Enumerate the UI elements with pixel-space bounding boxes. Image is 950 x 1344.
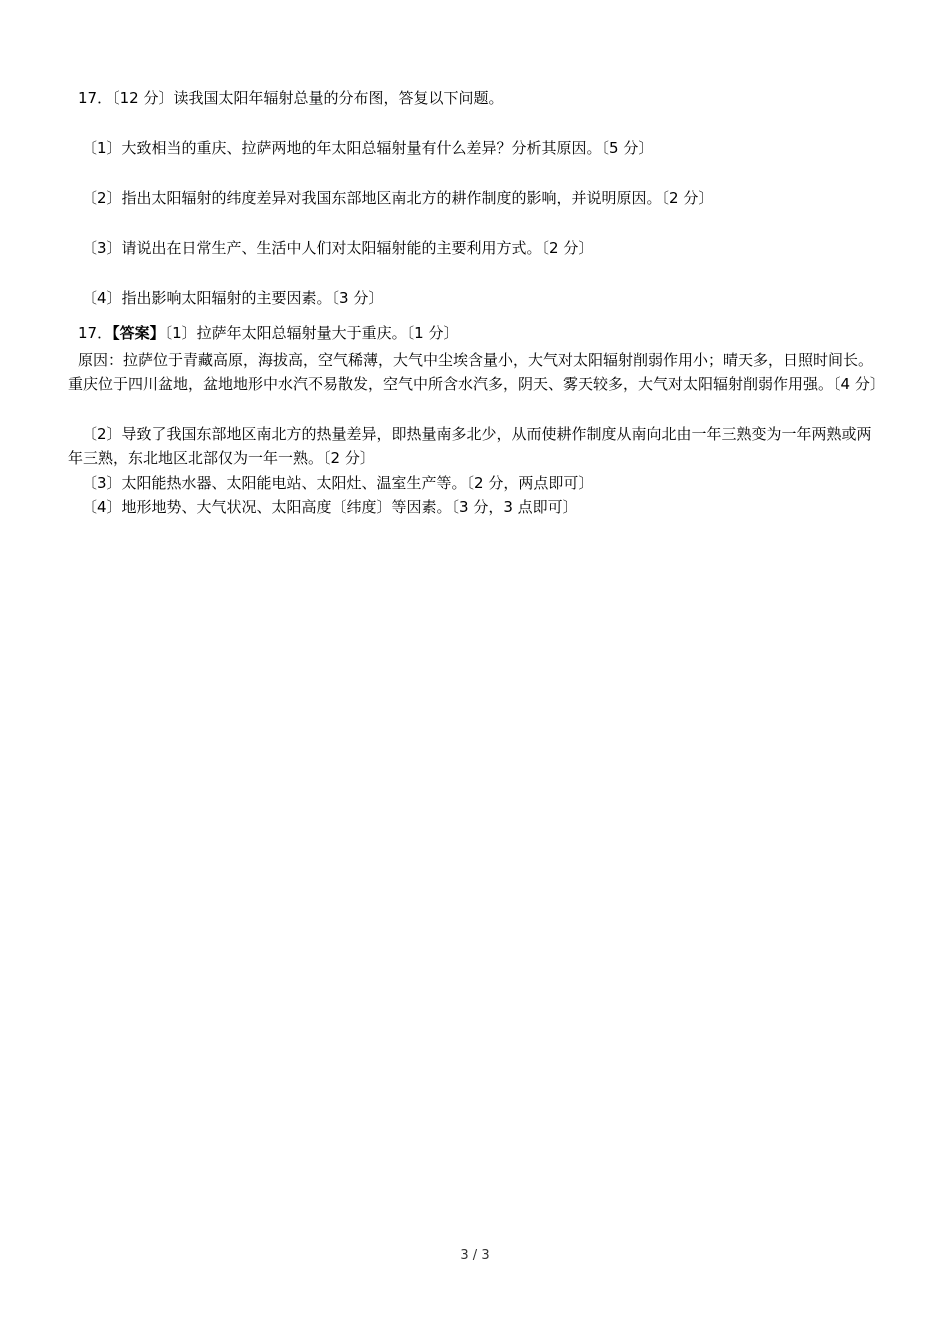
answer-label: 【答案】 — [112, 324, 165, 342]
answer-part-2: 〔2〕导致了我国东部地区南北方的热量差异，即热量南多北少，从而使耕作制度从南向北由一年三熟变为一年两熟或两年三熟，东北地区北部仅为一年一熟。〔2 分〕 — [68, 425, 872, 467]
page-number: 3 / 3 — [460, 1248, 490, 1263]
answer-heading — [78, 323, 458, 343]
answer-part-1: 〔1〕拉萨年太阳总辐射量大于重庆。〔1 分〕 — [164, 324, 459, 342]
answer-number: 17． — [78, 324, 113, 342]
sub-question-3: 〔3〕请说出在日常生产、生活中人们对太阳辐射能的主要利用方式。〔2 分〕 — [82, 239, 594, 257]
sub-question-1: 〔1〕大致相当的重庆、拉萨两地的年太阳总辐射量有什么差异？分析其原因。〔5 分〕 — [82, 139, 654, 157]
answer-part-1-reason: 原因：拉萨位于青藏高原，海拔高，空气稀薄，大气中尘埃含量小，大气对太阳辐射削弱作用小；晴天多，日照时间长。重庆位于四川盆地，盆地地形中水汽不易散发，空气中所含水汽多，阴天、雾天较多，大气对太阳辐射削弱作用强。〔4 分〕 — [68, 351, 885, 393]
answer-part-3: 〔3〕太阳能热水器、太阳能电站、太阳灶、温室生产等。〔2 分，两点即可〕 — [82, 474, 594, 492]
answer-part-4: 〔4〕地形地势、大气状况、太阳高度〔纬度〕等因素。〔3 分，3 点即可〕 — [82, 498, 578, 516]
sub-question-4: 〔4〕指出影响太阳辐射的主要因素。〔3 分〕 — [82, 289, 384, 307]
question-stem: 17．〔12 分〕读我国太阳年辐射总量的分布图，答复以下问题。 — [78, 89, 504, 107]
sub-question-2: 〔2〕指出太阳辐射的纬度差异对我国东部地区南北方的耕作制度的影响，并说明原因。〔2 分〕 — [82, 189, 714, 207]
